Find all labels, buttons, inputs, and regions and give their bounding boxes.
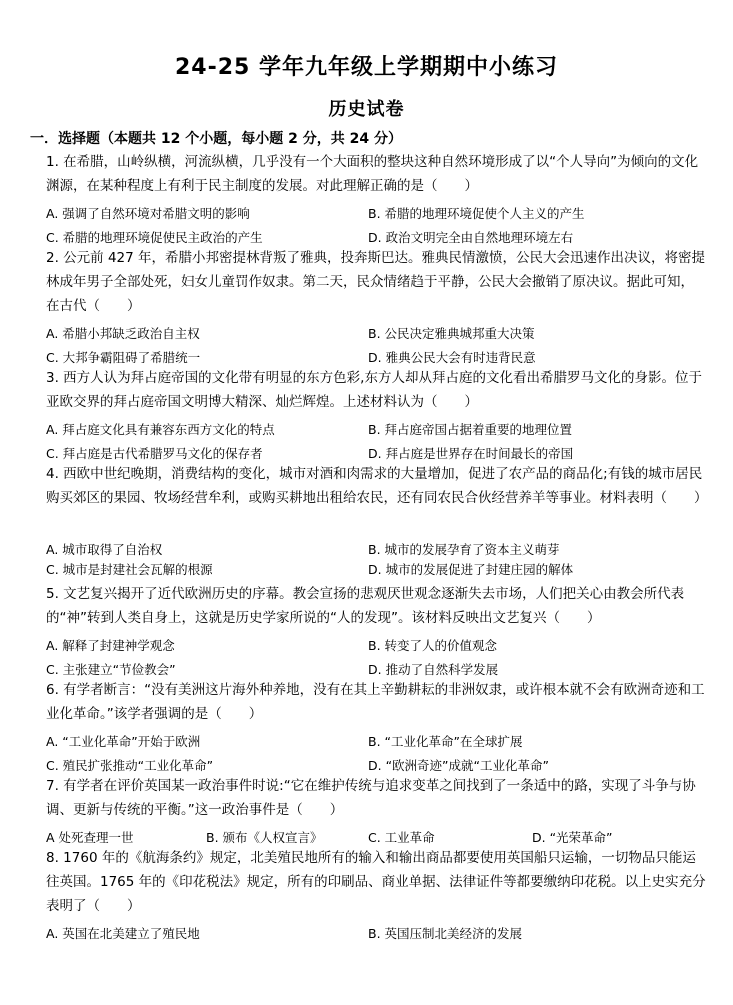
option-c[interactable]: C. 殖民扩张推动“工业化革命”	[46, 758, 214, 773]
question-5-stem: 5. 文艺复兴揭开了近代欧洲历史的序幕。教会宣扬的悲观厌世观念逐渐失去市场，人们把关心由教会所代表的“神”转到人类自身上，这就是历史学家所说的“人的发现”。该材料反映出文艺复兴（ ）	[46, 586, 685, 626]
option-b[interactable]: B. 颁布《人权宣言》	[206, 830, 323, 845]
option-b[interactable]: B. 公民决定雅典城邦重大决策	[368, 326, 535, 341]
option-a[interactable]: A. 希腊小邦缺乏政治自主权	[46, 326, 200, 341]
question-3-stem: 3. 西方人认为拜占庭帝国的文化带有明显的东方色彩,东方人却从拜占庭的文化看出希腊罗马文化的身影。位于亚欧交界的拜占庭帝国文明博大精深、灿烂辉煌。上述材料认为（ ）	[46, 370, 702, 410]
option-c[interactable]: C. 主张建立“节俭教会”	[46, 662, 176, 677]
option-d[interactable]: D. 拜占庭是世界存在时间最长的帝国	[368, 446, 574, 461]
option-d[interactable]: D. “欧洲奇迹”成就“工业化革命”	[368, 758, 549, 773]
option-b[interactable]: B. 城市的发展孕育了资本主义萌芽	[368, 542, 560, 557]
question-6-stem: 6. 有学者断言：“没有美洲这片海外种养地，没有在其上辛勤耕耘的非洲奴隶，或许根本就不会有欧洲奇迹和工业化革命。”该学者强调的是（ ）	[46, 682, 705, 722]
option-b[interactable]: B. 转变了人的价值观念	[368, 638, 498, 653]
option-b[interactable]: B. 拜占庭帝国占据着重要的地理位置	[368, 422, 573, 437]
option-a[interactable]: A. 英国在北美建立了殖民地	[46, 926, 200, 941]
question-7-stem: 7. 有学者在评价英国某一政治事件时说:“它在维护传统与追求变革之间找到了一条适中的路，实现了斗争与协调、更新与传统的平衡。”这一政治事件是（ ）	[46, 778, 696, 818]
page-subtitle: 历史试卷	[328, 99, 405, 120]
option-d[interactable]: D. 城市的发展促进了封建庄园的解体	[368, 562, 574, 577]
option-b[interactable]: B. 英国压制北美经济的发展	[368, 926, 523, 941]
option-b[interactable]: B. 希腊的地理环境促使个人主义的产生	[368, 206, 585, 221]
option-d[interactable]: D. 政治文明完全由自然地理环境左右	[368, 230, 574, 245]
option-d[interactable]: D. 推动了自然科学发展	[368, 662, 499, 677]
option-c[interactable]: C. 城市是封建社会瓦解的根源	[46, 562, 213, 577]
option-a[interactable]: A. “工业化革命”开始于欧洲	[46, 734, 201, 749]
option-a[interactable]: A. 强调了自然环境对希腊文明的影响	[46, 206, 250, 221]
option-d[interactable]: D. “光荣革命”	[532, 830, 613, 845]
option-a[interactable]: A. 解释了封建神学观念	[46, 638, 175, 653]
section-heading: 一．选择题（本题共 12 个小题，每小题 2 分，共 24 分）	[30, 131, 402, 147]
option-c[interactable]: C. 拜占庭是古代希腊罗马文化的保存者	[46, 446, 263, 461]
option-c[interactable]: C. 大邦争霸阻碍了希腊统一	[46, 350, 201, 365]
page-title: 24-25 学年九年级上学期期中小练习	[174, 55, 559, 80]
option-a[interactable]: A 处死查理一世	[46, 830, 134, 845]
option-a[interactable]: A. 城市取得了自治权	[46, 542, 163, 557]
question-2-stem: 2. 公元前 427 年，希腊小邦密提林背叛了雅典，投奔斯巴达。雅典民情激愤，公民大会迅速作出决议，将密提林成年男子全部处死，妇女儿童罚作奴隶。第二天，民众情绪趋于平静，公民大会撤销了原决议。据此可知，在古代（ ）	[46, 250, 706, 314]
question-4-stem: 4. 西欧中世纪晚期，消费结构的变化，城市对酒和肉需求的大量增加，促进了农产品的商品化;有钱的城市居民购买郊区的果园、牧场经营牟利，或购买耕地出租给农民，还有同农民合伙经营养羊等事业。材料表明（ ）	[46, 466, 708, 506]
question-8-stem: 8. 1760 年的《航海条约》规定，北美殖民地所有的输入和输出商品都要使用英国船只运输，一切物品只能运往英国。1765 年的《印花税法》规定，所有的印刷品、商业单据、法律证件等都要缴纳印花税。以上史实充分表明了（ ）	[46, 850, 706, 914]
option-d[interactable]: D. 雅典公民大会有时违背民意	[368, 350, 536, 365]
option-c[interactable]: C. 希腊的地理环境促使民主政治的产生	[46, 230, 263, 245]
question-1-stem: 1. 在希腊，山岭纵横，河流纵横，几乎没有一个大面积的整块这种自然环境形成了以“个人导向”为倾向的文化渊源，在某种程度上有利于民主制度的发展。对此理解正确的是（ ）	[46, 154, 699, 194]
option-a[interactable]: A. 拜占庭文化具有兼容东西方文化的特点	[46, 422, 275, 437]
option-c[interactable]: C. 工业革命	[368, 830, 435, 845]
option-b[interactable]: B. “工业化革命”在全球扩展	[368, 734, 523, 749]
